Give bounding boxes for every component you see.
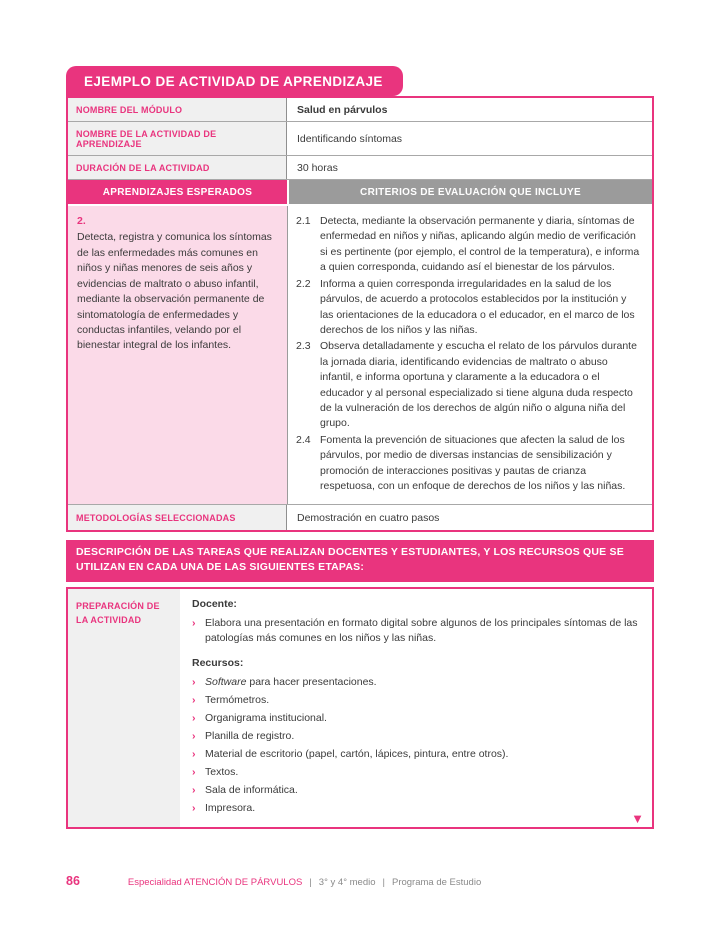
bullet-icon: › <box>192 712 196 725</box>
list-item-text: Termómetros. <box>205 694 270 707</box>
list-item-text: para hacer presentaciones. <box>246 676 377 689</box>
footer-specialty: Especialidad ATENCIÓN DE PÁRVULOS <box>127 877 303 888</box>
list-item-text: Textos. <box>205 765 239 778</box>
methodology-label: METODOLOGÍAS SELECCIONADAS <box>68 505 287 530</box>
list-item <box>192 747 638 761</box>
bullet-icon: › <box>192 783 196 796</box>
bullet-icon: › <box>192 801 196 814</box>
list-item <box>192 783 638 797</box>
table-row-activity-name <box>68 122 652 156</box>
evaluation-criteria-cell <box>287 206 652 504</box>
footer-separator: | <box>382 877 385 888</box>
list-item <box>192 711 638 725</box>
bullet-icon: › <box>192 676 196 689</box>
criterion-number: 2.1 <box>296 215 311 227</box>
bullet-icon: › <box>192 617 196 630</box>
module-value: Salud en párvulos <box>297 104 388 116</box>
table-row-duration <box>68 156 652 180</box>
criterion-item <box>296 277 642 339</box>
continuation-arrow-icon: ▼ <box>631 810 644 826</box>
list-item <box>192 801 638 815</box>
learning-content-row <box>68 206 652 504</box>
bullet-icon: › <box>192 748 196 760</box>
list-item-text: Sala de informática. <box>205 783 298 796</box>
activity-name-label: NOMBRE DE LA ACTIVIDAD DE APRENDIZAJE <box>68 122 287 155</box>
bullet-icon: › <box>192 730 196 743</box>
evaluation-criteria-header: CRITERIOS DE EVALUACIÓN QUE INCLUYE <box>287 180 652 204</box>
list-item-text: Impresora. <box>205 801 256 814</box>
description-banner: DESCRIPCIÓN DE LAS TAREAS QUE REALIZAN DOCENTES Y ESTUDIANTES, Y LOS RECURSOS QUE SE UTILIZAN EN CADA UNA DE LAS SIGUIENTES ETAPAS: <box>66 540 654 583</box>
criterion-text: Fomenta la prevención de situaciones que afecten la salud de los párvulos, por medio de diversas instancias de sensibilización y promoción de interacciones positivas y pautas de crianza respetuosa, con un enfoque de derechos de los niños y las niñas. <box>320 433 626 493</box>
docente-list <box>192 616 638 645</box>
docente-heading: Docente: <box>192 598 237 611</box>
footer-program: Programa de Estudio <box>391 877 482 888</box>
recursos-heading: Recursos: <box>192 657 244 670</box>
criterion-number: 2.3 <box>296 340 311 353</box>
list-item <box>192 729 638 743</box>
criterion-text: Detecta, mediante la observación permanente y diaria, síntomas de enfermedad en niños y niñas, aplicando algún medio de verificación si es pertinente (por ejemplo, el control de la temperatura), e informa a quien corresponda, cuidando así el bienestar de los párvulos. <box>320 215 640 274</box>
list-item-text: Material de escritorio (papel, cartón, lápices, pintura, entre otros). <box>205 748 509 760</box>
list-item <box>192 765 638 779</box>
bullet-icon: › <box>192 694 196 707</box>
list-item-text: Planilla de registro. <box>205 730 295 743</box>
page-number: 86 <box>66 874 80 888</box>
list-item <box>192 675 638 689</box>
activity-table <box>66 96 654 532</box>
list-item-text: Elabora una presentación en formato digital sobre algunos de los principales síntomas de las patologías más comunes en los niños y las niñas. <box>205 617 638 644</box>
criterion-item <box>296 339 642 432</box>
objective-text: Detecta, registra y comunica los síntomas de las enfermedades más comunes en niños y niñas menores de seis años y evidencias de maltrato o abuso infantil, mediante la observación permanente de sintomatología de enfermedades y conductas infantiles, velando por el bienestar integral de los infantes. <box>77 231 272 352</box>
expected-learning-cell <box>68 206 287 504</box>
page-footer <box>66 874 654 888</box>
methodology-value: Demostración en cuatro pasos <box>297 511 440 524</box>
objective-number: 2. <box>77 215 86 227</box>
criterion-text: Informa a quien corresponda irregularidades en la salud de los párvulos, de acuerdo a protocolos establecidos por la institución y las orientaciones de la educadora o el educador, en el marco de los derechos de los niños y las niñas. <box>320 277 635 336</box>
list-item-text-italic: Software <box>205 676 247 689</box>
preparation-label: PREPARACIÓN DE LA ACTIVIDAD <box>68 589 180 827</box>
page-title: EJEMPLO DE ACTIVIDAD DE APRENDIZAJE <box>66 66 403 96</box>
duration-label: DURACIÓN DE LA ACTIVIDAD <box>68 156 287 179</box>
bullet-icon: › <box>192 765 196 778</box>
footer-grade: 3° y 4° medio <box>318 877 376 888</box>
preparation-table <box>66 587 654 829</box>
criterion-text: Observa detalladamente y escucha el relato de los párvulos durante la jornada diaria, identificando evidencias de maltrato o abuso infantil, e informa oportuna y claramente a la educadora o el educador y al personal especializado si tiene alguna duda respecto de la vulneración de los derechos de algún niño o alguna niña del grupo. <box>320 340 637 430</box>
column-headers <box>68 180 652 206</box>
preparation-content <box>180 589 652 827</box>
list-item <box>192 616 638 645</box>
duration-value: 30 horas <box>297 162 338 174</box>
table-row-methodology <box>68 504 652 530</box>
list-item-text: Organigrama institucional. <box>205 712 327 725</box>
table-row-module <box>68 98 652 122</box>
expected-learning-header: APRENDIZAJES ESPERADOS <box>68 180 287 204</box>
recursos-list <box>192 675 638 815</box>
criterion-item <box>296 433 642 495</box>
activity-name-value: Identificando síntomas <box>297 133 403 145</box>
module-label: NOMBRE DEL MÓDULO <box>68 98 287 121</box>
page-content <box>66 66 654 829</box>
footer-separator: | <box>309 877 312 888</box>
criterion-number: 2.2 <box>296 277 311 290</box>
criterion-item <box>296 214 642 276</box>
list-item <box>192 693 638 707</box>
criterion-number: 2.4 <box>296 433 311 446</box>
